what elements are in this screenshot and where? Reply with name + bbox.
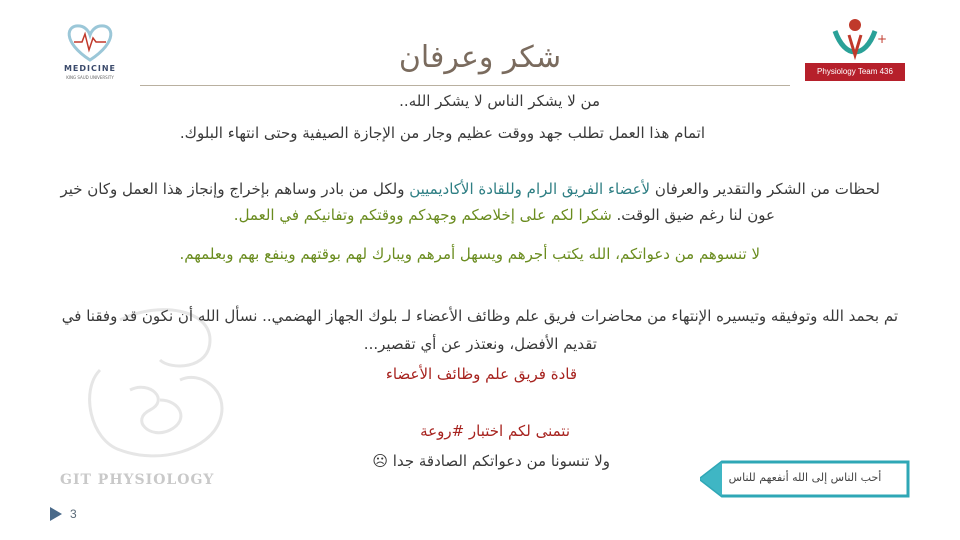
text-line-7: تقديم الأفضل، ونعتذر عن أي تقصير... <box>363 335 597 353</box>
header-divider <box>140 85 790 86</box>
text-line-3-and: و <box>514 180 527 198</box>
text-line-4 <box>234 206 775 224</box>
dua-line: ولا تنسونا من دعواتكم الصادقة جدا ☹ <box>372 452 610 470</box>
text-line-1: من لا يشكر الناس لا يشكر الله.. <box>399 92 600 110</box>
text-line-3-leaders: للقادة الأكاديميين <box>409 180 515 198</box>
logo-brand: MEDICINE <box>63 64 117 73</box>
text-line-3-team: لأعضاء الفريق الرام <box>526 180 651 198</box>
slide-arrow-icon <box>48 506 64 522</box>
slide-number: 3 <box>70 507 77 521</box>
page-title: شكر وعرفان <box>398 40 562 75</box>
text-line-5: لا تنسوهم من دعواتكم، الله يكتب أجرهم ويسهل أمرهم ويبارك لهم بوقتهم وينفع بهم وبعلمهم. <box>179 245 760 263</box>
logo-sub: KING SAUD UNIVERSITY <box>66 75 114 80</box>
text-line-3-part-e: ولكل من بادر وساهم بإخراج وإنجاز هذا العمل وكان خير <box>60 180 410 198</box>
text-line-6: تم بحمد الله وتوفيقه وتيسيره الإنتهاء من محاضرات فريق علم وظائف الأعضاء لـ بلوك الجهاز الهضمي.. نسأل الله أن نكون قد وفقنا في <box>61 307 898 325</box>
text-line-4-thanks: شكرا لكم على إخلاصكم وجهدكم ووقتكم وتفانيكم في العمل. <box>233 206 612 224</box>
quote-box <box>700 460 910 498</box>
text-line-2: اتمام هذا العمل تطلب جهد ووقت عظيم وجار من الإجازة الصيفية وحتى انتهاء البلوك. <box>179 124 705 142</box>
team-emblem-icon <box>805 15 905 63</box>
digestive-system-illustration <box>60 300 260 480</box>
quote-text: أحب الناس إلى الله أنفعهم للناس <box>728 471 882 484</box>
text-line-4-part-a: عون لنا رغم ضيق الوقت. <box>611 206 775 224</box>
text-line-3-part-a: لحظات من الشكر والتقدير والعرفان <box>650 180 880 198</box>
team-banner: Physiology Team 436 <box>805 63 905 81</box>
signature-line: قادة فريق علم وظائف الأعضاء <box>385 365 577 383</box>
text-line-3 <box>60 180 880 198</box>
svg-text:+: + <box>877 32 888 46</box>
watermark: GIT PHYSIOLOGY <box>60 472 215 488</box>
wish-line: نتمنى لكم اختبار #روعة <box>420 422 570 440</box>
physiology-team-logo <box>805 15 905 85</box>
